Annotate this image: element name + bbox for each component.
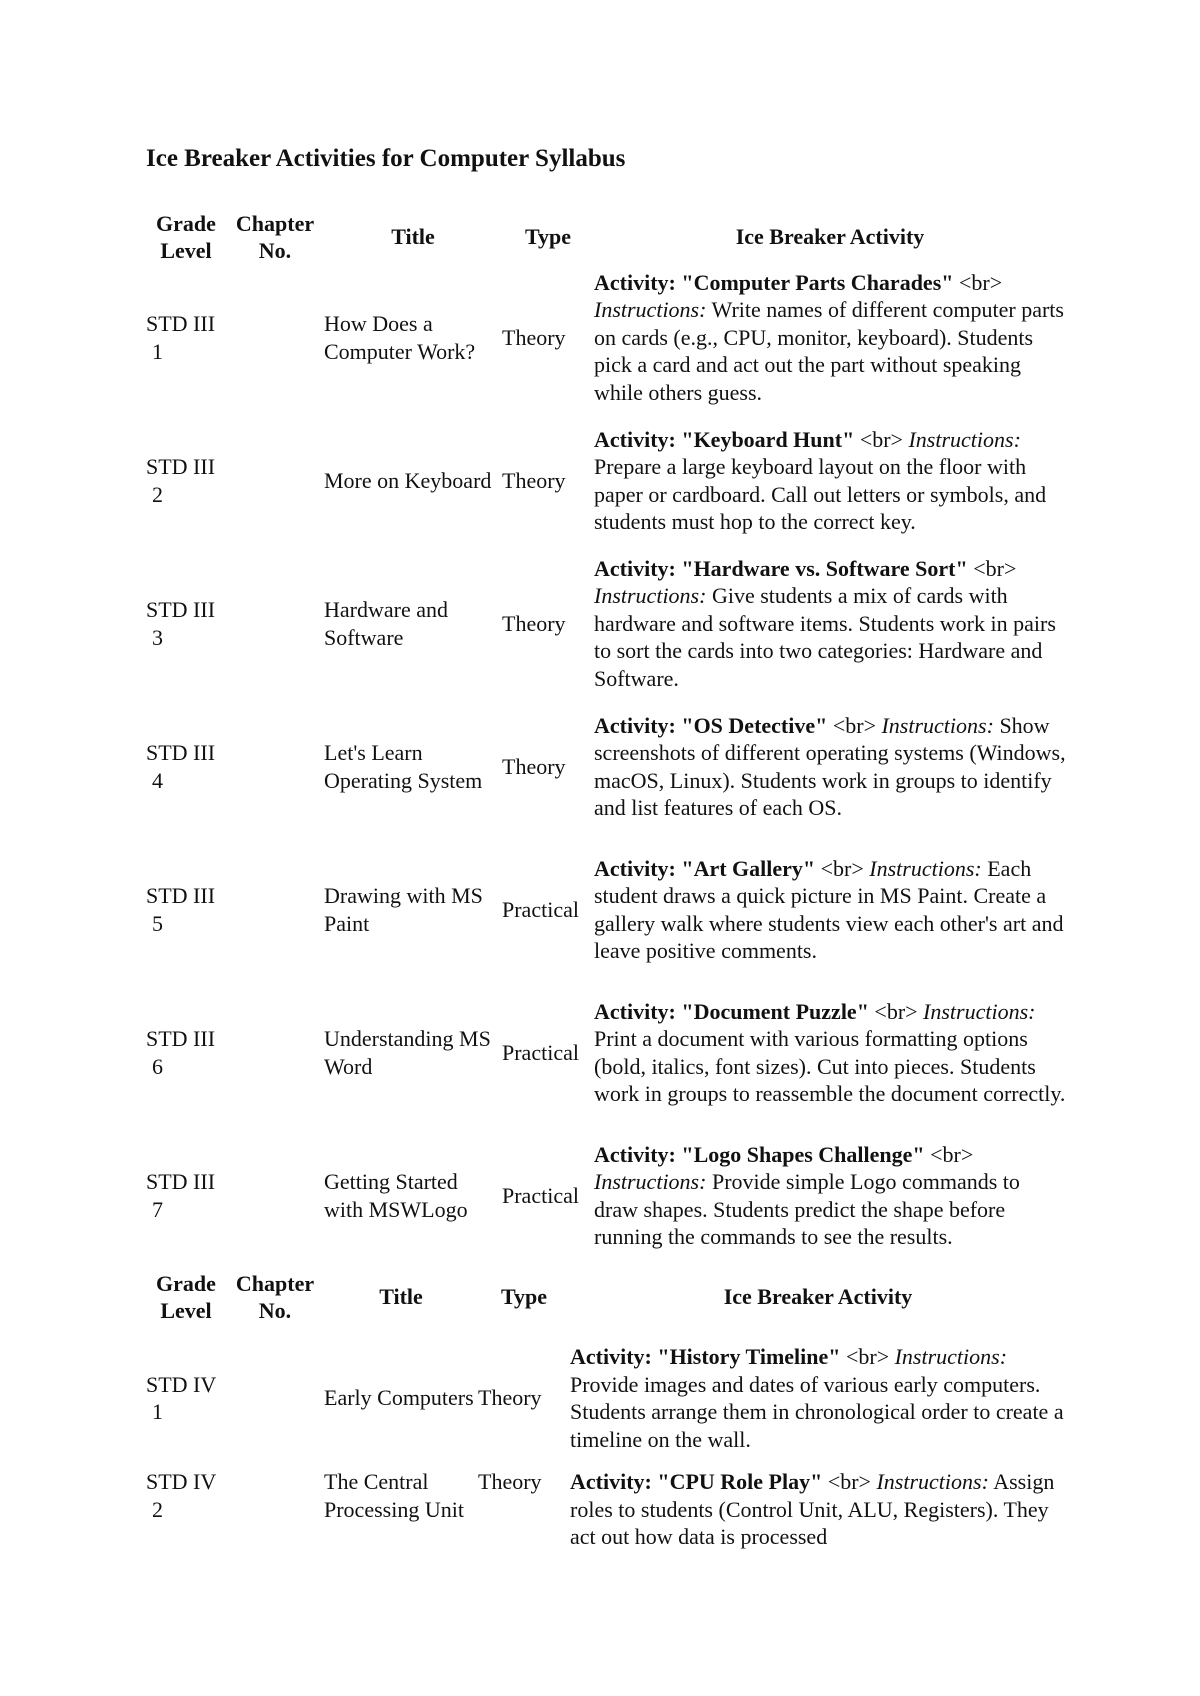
activity-cell — [570, 1468, 1066, 1563]
grade-cell: STD IV2 — [146, 1469, 217, 1522]
type-cell: Theory — [478, 1385, 542, 1411]
title-cell: Let's Learn Operating System — [324, 740, 483, 793]
header-type: Type — [524, 224, 572, 250]
document-title: Ice Breaker Activities for Computer Syllabus — [146, 145, 626, 172]
table-header-row — [146, 1266, 1066, 1328]
header-chapter-no: Chapter No. — [235, 210, 315, 263]
header-title: Title — [379, 1284, 423, 1310]
title-cell: The Central Processing Unit — [324, 1469, 464, 1522]
br-tag-text: <br> — [815, 855, 870, 881]
table-row — [146, 1468, 1066, 1563]
instructions-text: Prepare a large keyboard layout on the floor with paper or cardboard. Call out letters or symbols, and students must hop to the correct key. — [594, 454, 1047, 534]
header-grade-level: Grade Level — [156, 1270, 216, 1323]
activity-cell — [594, 409, 1066, 552]
type-cell: Practical — [502, 1039, 579, 1065]
type-cell: Practical — [502, 896, 579, 922]
chapter-cell: 5 — [152, 910, 163, 936]
syllabus-table-std3 — [146, 208, 1066, 1267]
activity-cell — [594, 981, 1066, 1124]
instructions-text: Each student draws a quick picture in MS Paint. Create a gallery walk where students view each other's art and leave positive comments. — [594, 855, 1064, 963]
type-cell: Theory — [502, 467, 566, 493]
activity-name: Activity: "Logo Shapes Challenge" — [594, 1141, 925, 1167]
table-row — [146, 981, 1066, 1124]
br-tag-text: <br> — [854, 426, 909, 452]
instructions-label: Instructions: — [881, 712, 994, 738]
instructions-label: Instructions: — [908, 426, 1021, 452]
chapter-cell: 2 — [152, 1496, 163, 1522]
activity-cell — [594, 266, 1066, 409]
type-cell: Theory — [502, 324, 566, 350]
instructions-label: Instructions: — [923, 998, 1036, 1024]
chapter-cell: 4 — [152, 767, 163, 793]
instructions-label: Instructions: — [869, 855, 982, 881]
title-cell: Understanding MS Word — [324, 1026, 491, 1079]
instructions-label: Instructions: — [594, 583, 707, 609]
instructions-text: Show screenshots of different operating systems (Windows, macOS, Linux). Students work in groups to identify and list features of each OS. — [594, 712, 1066, 820]
br-tag-text: <br> — [924, 1141, 974, 1167]
activity-name: Activity: "Hardware vs. Software Sort" — [594, 555, 968, 581]
type-cell: Theory — [502, 610, 566, 636]
br-tag-text: <br> — [822, 1469, 877, 1494]
syllabus-table-std4 — [146, 1266, 1066, 1563]
instructions-text: Assign roles to students (Control Unit, ALU, Registers). They act out how data is processed — [570, 1469, 1055, 1549]
table-row — [146, 552, 1066, 695]
header-type: Type — [500, 1284, 548, 1310]
title-cell: Drawing with MS Paint — [324, 883, 483, 936]
activity-name: Activity: "OS Detective" — [594, 712, 828, 738]
instructions-text: Give students a mix of cards with hardware and software items. Students work in pairs to sort the cards into two categories: Hardware and Software. — [594, 583, 1056, 691]
grade-cell: STD IV1 — [146, 1371, 217, 1424]
type-cell: Theory — [502, 753, 566, 779]
activity-name: Activity: "CPU Role Play" — [570, 1469, 823, 1494]
chapter-cell: 2 — [152, 481, 163, 507]
grade-cell: STD III1 — [146, 311, 216, 364]
grade-cell: STD III3 — [146, 597, 216, 650]
table-header-row — [146, 208, 1066, 266]
chapter-cell: 1 — [152, 338, 163, 364]
instructions-label: Instructions: — [894, 1344, 1008, 1369]
type-cell: Theory — [478, 1469, 542, 1494]
header-grade-level: Grade Level — [156, 210, 216, 263]
header-title: Title — [391, 224, 435, 250]
title-cell: Early Computers — [324, 1385, 474, 1411]
grade-cell: STD III7 — [146, 1169, 216, 1222]
chapter-cell: 1 — [152, 1399, 163, 1424]
activity-name: Activity: "History Timeline" — [570, 1344, 841, 1369]
instructions-text: Provide images and dates of various early computers. Students arrange them in chronological order to create a timeline on the wall. — [570, 1371, 1064, 1452]
activity-cell — [594, 838, 1066, 981]
instructions-text: Print a document with various formatting options (bold, italics, font sizes). Cut into pieces. Students work in groups to reassemble the document correctly. — [594, 1026, 1066, 1106]
activity-name: Activity: "Keyboard Hunt" — [594, 426, 855, 452]
header-activity: Ice Breaker Activity — [723, 1284, 913, 1310]
br-tag-text: <br> — [967, 555, 1017, 581]
instructions-text: Write names of different computer parts on cards (e.g., CPU, monitor, keyboard). Students pick a card and act out the part without speaking while others guess. — [594, 297, 1064, 405]
activity-cell — [594, 1124, 1066, 1267]
activity-name: Activity: "Computer Parts Charades" — [594, 269, 954, 295]
table-row — [146, 266, 1066, 409]
chapter-cell: 3 — [152, 624, 163, 650]
activity-name: Activity: "Art Gallery" — [594, 855, 816, 881]
chapter-cell: 6 — [152, 1053, 163, 1079]
header-chapter-no: Chapter No. — [235, 1270, 315, 1323]
grade-cell: STD III5 — [146, 883, 216, 936]
type-cell: Practical — [502, 1182, 579, 1208]
br-tag-text: <br> — [953, 269, 1003, 295]
activity-name: Activity: "Document Puzzle" — [594, 998, 869, 1024]
table-row — [146, 1328, 1066, 1468]
br-tag-text: <br> — [827, 712, 882, 738]
br-tag-text: <br> — [868, 998, 924, 1024]
table-row — [146, 1124, 1066, 1267]
title-cell: How Does a Computer Work? — [324, 311, 476, 364]
table-row — [146, 409, 1066, 552]
activity-cell — [594, 695, 1066, 838]
instructions-label: Instructions: — [876, 1469, 989, 1494]
chapter-cell: 7 — [152, 1196, 163, 1222]
instructions-text: Provide simple Logo commands to draw shapes. Students predict the shape before running the commands to see the results. — [594, 1169, 1020, 1249]
title-cell: Getting Started with MSWLogo — [324, 1169, 468, 1222]
table-row — [146, 695, 1066, 838]
header-activity: Ice Breaker Activity — [735, 224, 925, 250]
grade-cell: STD III6 — [146, 1026, 216, 1079]
instructions-label: Instructions: — [594, 297, 707, 323]
title-cell: More on Keyboard — [324, 467, 492, 493]
title-cell: Hardware and Software — [324, 597, 448, 650]
br-tag-text: <br> — [840, 1344, 895, 1369]
activity-cell — [594, 552, 1066, 695]
grade-cell: STD III4 — [146, 740, 216, 793]
grade-cell: STD III2 — [146, 454, 216, 507]
instructions-label: Instructions: — [594, 1169, 707, 1194]
table-row — [146, 838, 1066, 981]
activity-cell — [570, 1328, 1066, 1468]
